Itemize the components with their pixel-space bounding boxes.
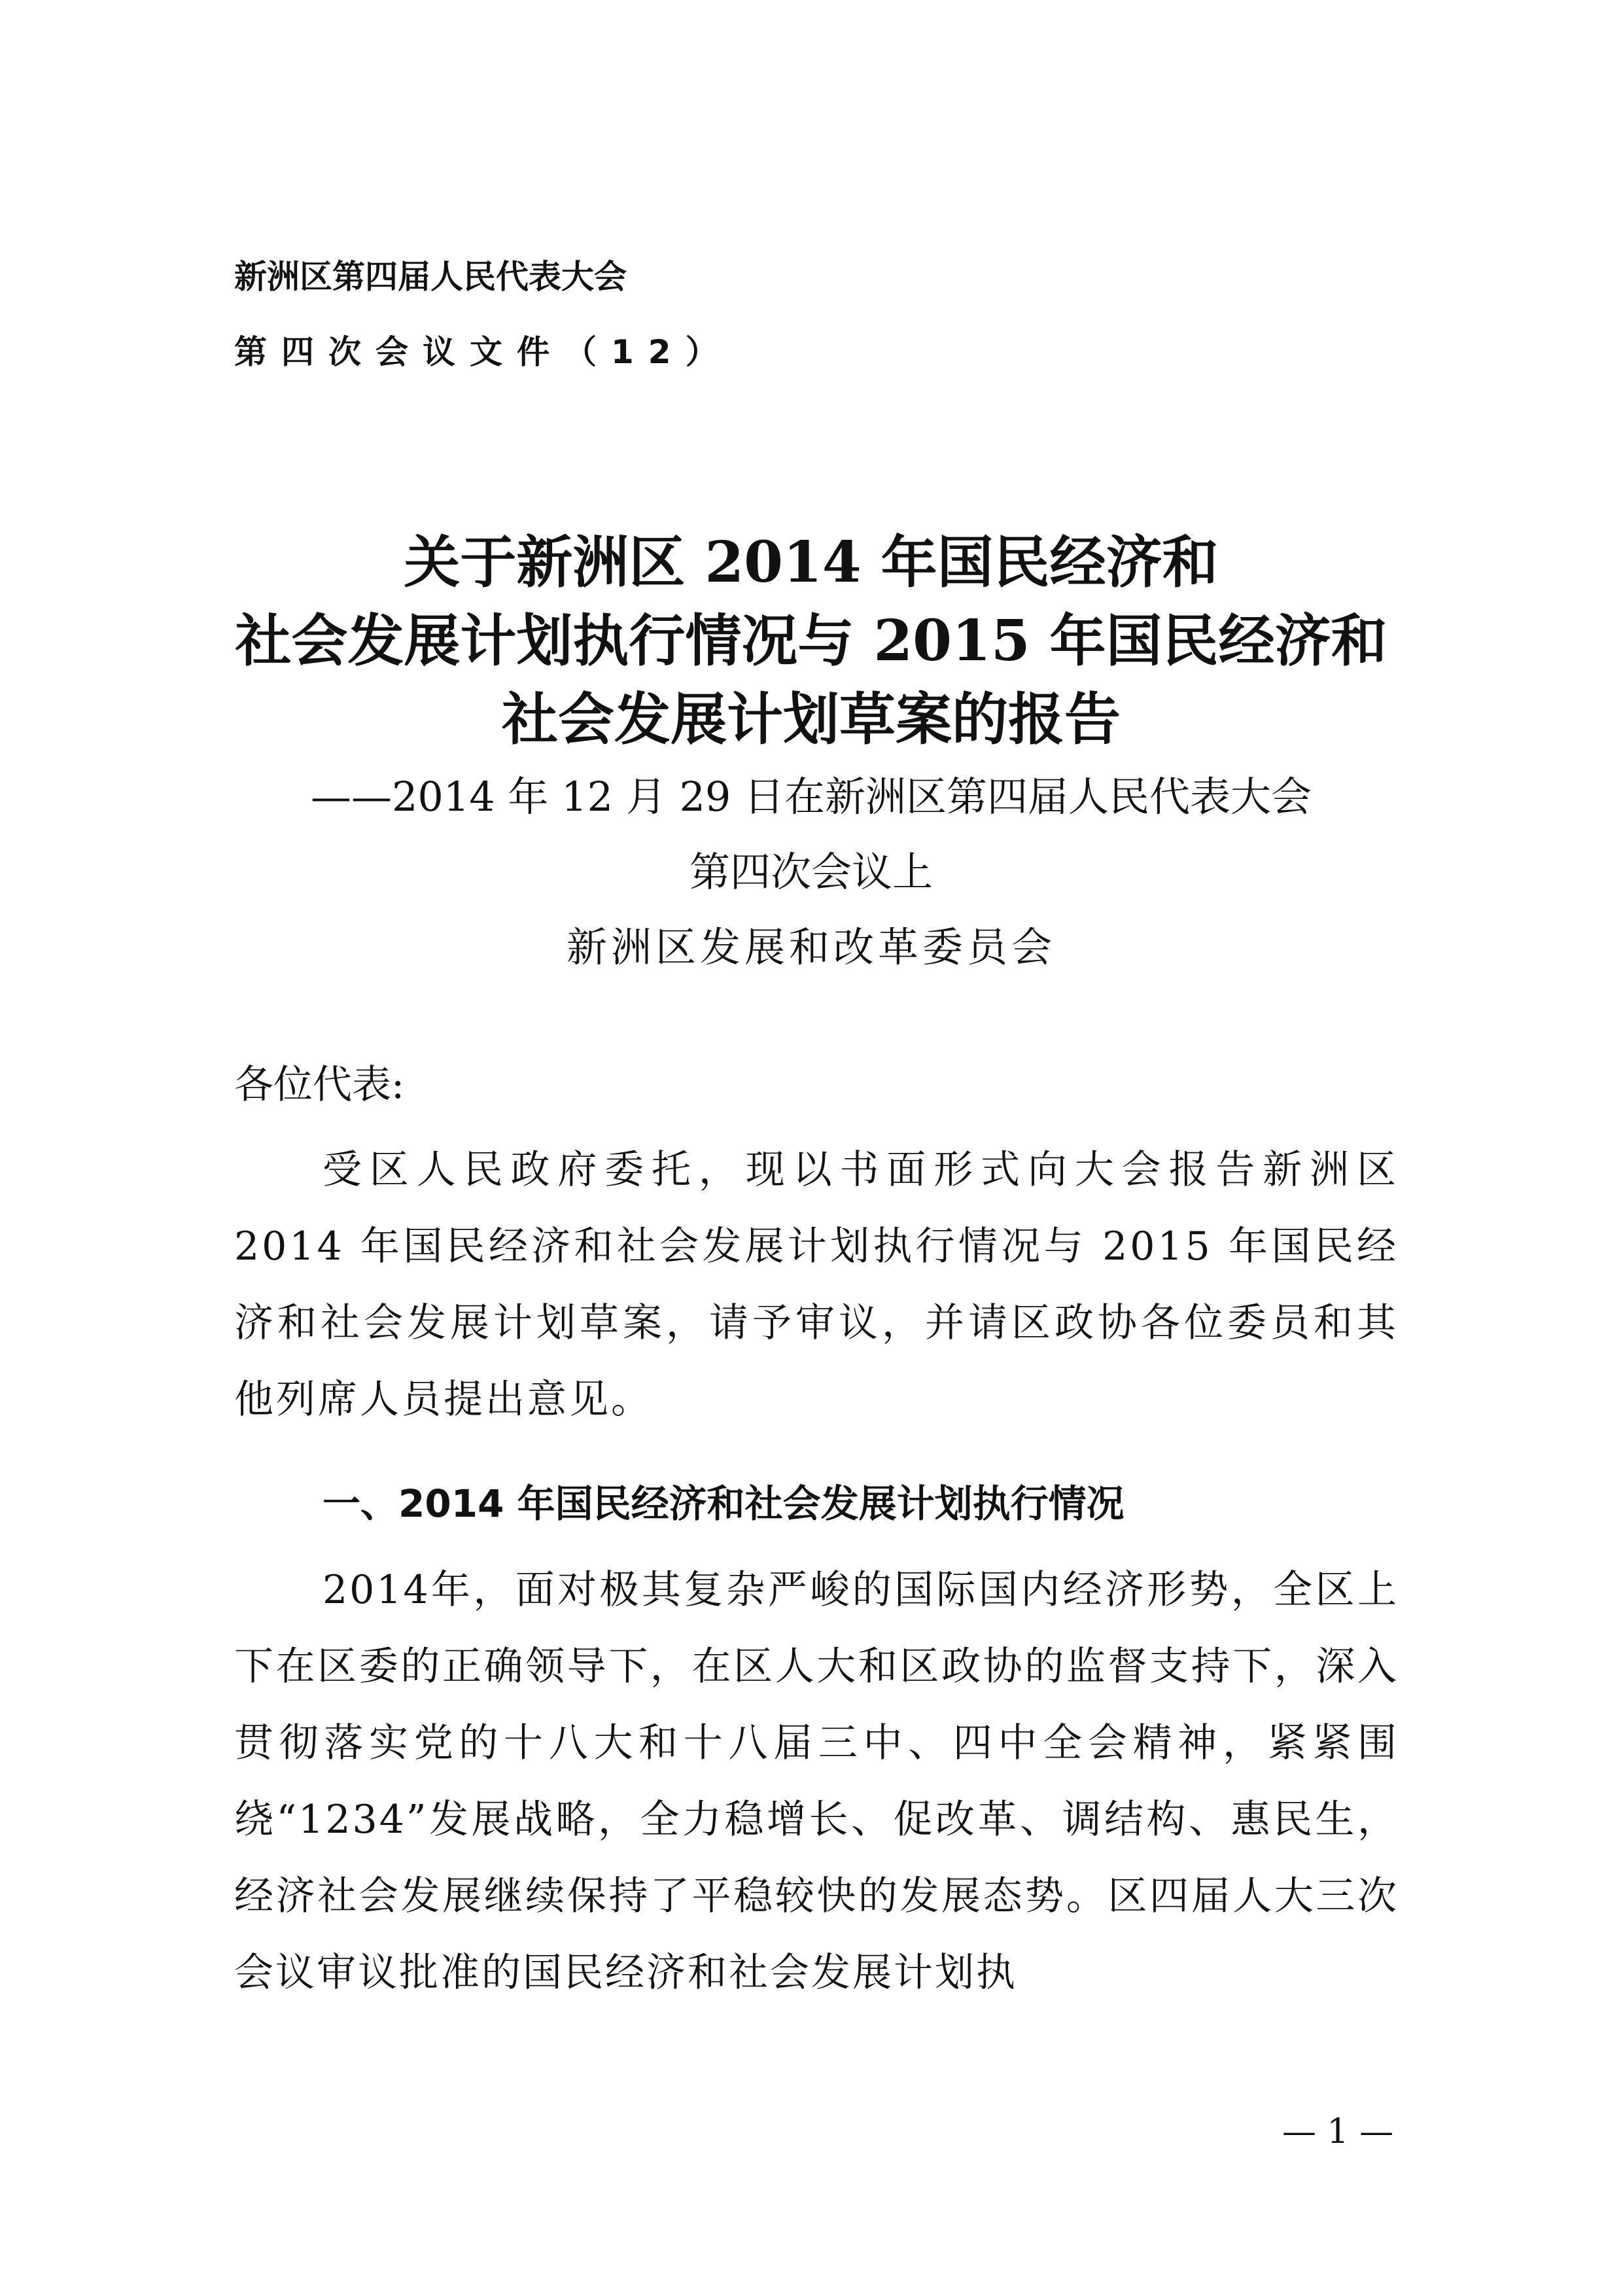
- section-heading: 一、2014 年国民经济和社会发展计划执行情况: [323, 1481, 1125, 1526]
- subtitle-session-line: 第四次会议上: [689, 848, 933, 896]
- subtitle-date-line: ——2014 年 12 月 29 日在新洲区第四届人民代表大会: [310, 773, 1312, 821]
- subtitle-author: 新洲区发展和改革委员会: [566, 923, 1056, 971]
- section-paragraph: 2014年，面对极其复杂严峻的国际国内经济形势，全区上下在区委的正确领导下，在区人大和区政协的监督支持下，深入贯彻落实党的十八大和十八届三中、四中全会精神，紧紧围绕“1234”发展战略，全力稳增长、促改革、调结构、惠民生，经济社会发展继续保持了平稳较快的发展态势。区四届人大三次会议审议批准的国民经济和社会发展计划执: [234, 1567, 1399, 1996]
- report-title: [196, 523, 1426, 759]
- meeting-name: 新洲区第四届人民代表大会: [234, 258, 627, 296]
- intro-paragraph: 受区人民政府委托，现以书面形式向大会报告新洲区 2014 年国民经济和社会发展计划执行情况与 2015 年国民经济和社会发展计划草案，请予审议，并请区政协各位委员和其他列席人员提出意见。: [234, 1147, 1399, 1422]
- title-line-2: 社会发展计划执行情况与 2015 年国民经济和: [235, 608, 1387, 674]
- page-number: — 1 —: [1282, 2112, 1394, 2151]
- title-line-3: 社会发展计划草案的报告: [502, 686, 1121, 752]
- document-number: 第四次会议文件（12）: [234, 333, 733, 371]
- salutation: 各位代表:: [234, 1062, 405, 1108]
- title-line-1: 关于新洲区 2014 年国民经济和: [404, 529, 1219, 595]
